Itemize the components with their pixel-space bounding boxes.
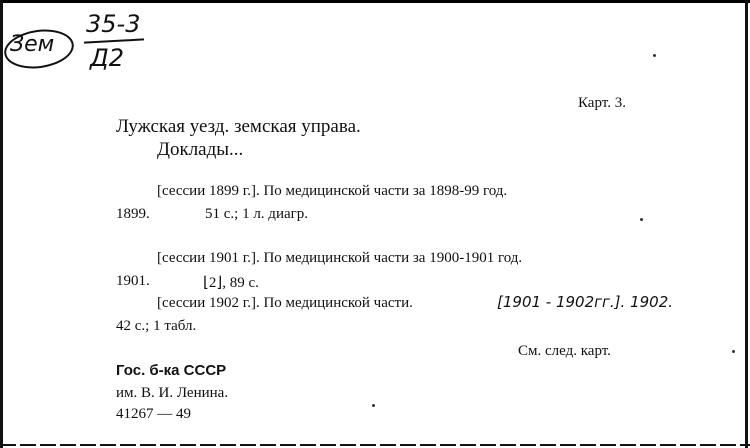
card-border-right bbox=[745, 0, 748, 448]
entry-3-line2: 42 с.; 1 табл. bbox=[116, 318, 197, 334]
entry-2-line2: ⌊2⌋, 89 с. bbox=[203, 275, 259, 291]
shelfmark-prefix: Зем bbox=[10, 32, 55, 57]
entry-1-line1: [сессии 1899 г.]. По медицинской части за 1898-99 год. bbox=[157, 183, 508, 199]
speck bbox=[653, 54, 656, 57]
shelfmark-fraction-line bbox=[84, 38, 144, 43]
title-heading: Доклады... bbox=[157, 139, 244, 160]
entry-2-line1: [сессии 1901 г.]. По медицинской части за 1900-1901 год. bbox=[157, 250, 523, 266]
library-name: Гос. б-ка СССР bbox=[116, 362, 227, 379]
card-number: Карт. 3. bbox=[578, 95, 626, 111]
card-border-bottom bbox=[0, 444, 750, 446]
speck bbox=[732, 350, 735, 353]
card-border-left bbox=[0, 0, 3, 448]
entry-1-year: 1899. bbox=[116, 206, 150, 222]
shelfmark-numerator: 35-3 bbox=[86, 10, 141, 38]
entry-3-handwritten-note: [1901 - 1902гг.]. 1902. bbox=[497, 293, 674, 311]
author-heading: Лужская уезд. земская управа. bbox=[116, 116, 361, 137]
shelfmark-denominator: Д2 bbox=[90, 44, 125, 72]
entry-1-line2: 51 с.; 1 л. диагр. bbox=[205, 206, 309, 222]
library-order-number: 41267 — 49 bbox=[116, 406, 191, 422]
entry-2-year: 1901. bbox=[116, 273, 150, 289]
speck bbox=[640, 218, 643, 221]
card-border-top bbox=[0, 0, 750, 3]
see-next-card: См. след. карт. bbox=[518, 343, 611, 359]
library-named-after: им. В. И. Ленина. bbox=[116, 385, 229, 401]
entry-3-line1: [сессии 1902 г.]. По медицинской части. bbox=[157, 295, 413, 311]
speck bbox=[372, 404, 375, 407]
